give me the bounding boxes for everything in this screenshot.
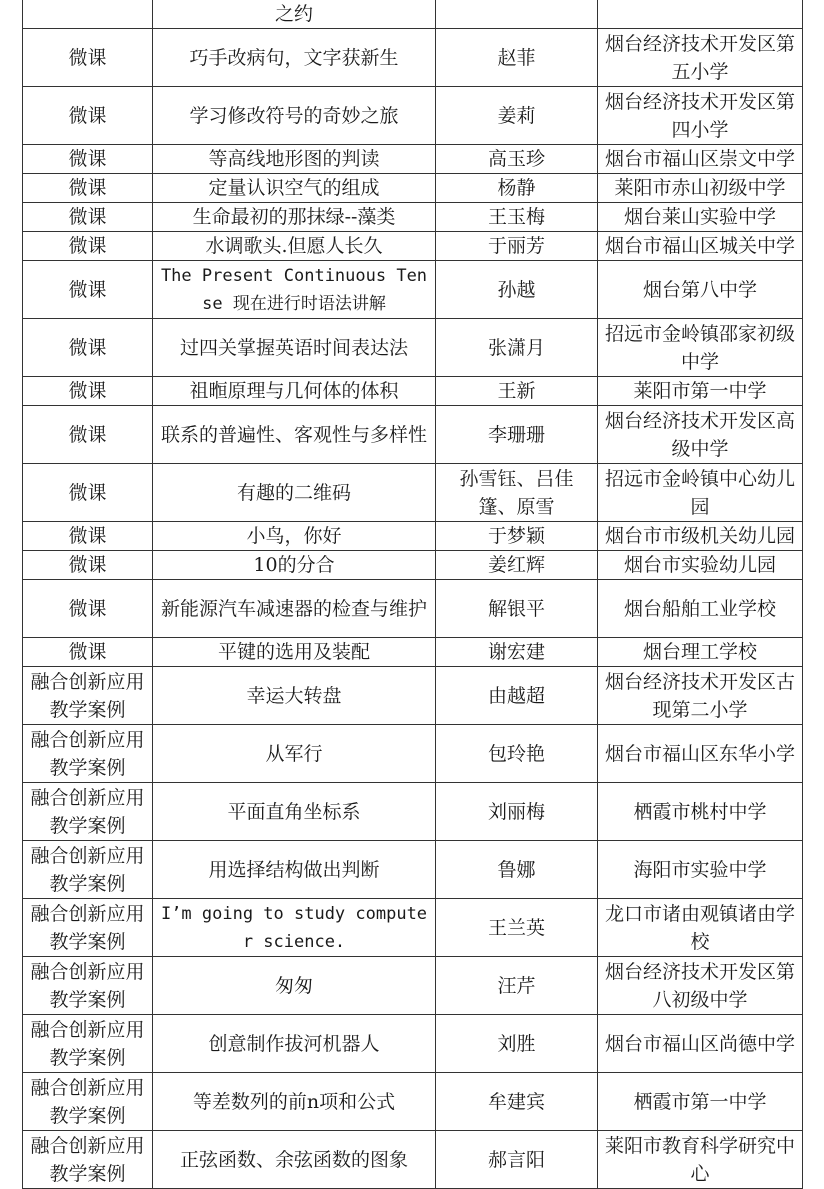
author-cell: 王兰英	[436, 899, 598, 957]
category-cell: 微课	[23, 145, 153, 174]
school-cell: 栖霞市第一中学	[598, 1073, 803, 1131]
award-table	[22, 0, 803, 1189]
category-cell: 微课	[23, 203, 153, 232]
title-cell: 过四关掌握英语时间表达法	[153, 319, 436, 377]
table-row	[23, 232, 803, 261]
table-row	[23, 1131, 803, 1189]
title-cell: 有趣的二维码	[153, 464, 436, 522]
category-cell: 微课	[23, 261, 153, 319]
category-cell: 微课	[23, 319, 153, 377]
author-cell: 汪芹	[436, 957, 598, 1015]
category-cell: 融合创新应用教学案例	[23, 1073, 153, 1131]
author-cell: 张潇月	[436, 319, 598, 377]
author-cell: 赵菲	[436, 29, 598, 87]
school-cell: 烟台经济技术开发区第四小学	[598, 87, 803, 145]
category-cell: 微课	[23, 87, 153, 145]
school-cell	[598, 0, 803, 29]
category-cell: 融合创新应用教学案例	[23, 957, 153, 1015]
school-cell: 栖霞市桃村中学	[598, 783, 803, 841]
table-row	[23, 899, 803, 957]
school-cell: 烟台市福山区崇文中学	[598, 145, 803, 174]
title-cell: 等差数列的前n项和公式	[153, 1073, 436, 1131]
category-cell: 微课	[23, 406, 153, 464]
category-cell: 微课	[23, 580, 153, 638]
table-row	[23, 667, 803, 725]
table-row	[23, 464, 803, 522]
school-cell: 烟台经济技术开发区古现第二小学	[598, 667, 803, 725]
table-row	[23, 957, 803, 1015]
table-row	[23, 580, 803, 638]
title-cell: I’m going to study computer science.	[153, 899, 436, 957]
author-cell: 牟建宾	[436, 1073, 598, 1131]
title-cell: 学习修改符号的奇妙之旅	[153, 87, 436, 145]
table-row	[23, 783, 803, 841]
author-cell: 王玉梅	[436, 203, 598, 232]
school-cell: 招远市金岭镇邵家初级中学	[598, 319, 803, 377]
title-cell: 10的分合	[153, 551, 436, 580]
school-cell: 烟台经济技术开发区第五小学	[598, 29, 803, 87]
category-cell: 微课	[23, 638, 153, 667]
title-cell: The Present Continuous Tense 现在进行时语法讲解	[153, 261, 436, 319]
school-cell: 莱阳市赤山初级中学	[598, 174, 803, 203]
school-cell: 烟台经济技术开发区第八初级中学	[598, 957, 803, 1015]
table-row	[23, 725, 803, 783]
title-cell: 等高线地形图的判读	[153, 145, 436, 174]
title-cell: 幸运大转盘	[153, 667, 436, 725]
title-cell: 水调歌头.但愿人长久	[153, 232, 436, 261]
category-cell: 微课	[23, 377, 153, 406]
author-cell: 高玉珍	[436, 145, 598, 174]
table-row	[23, 261, 803, 319]
category-cell	[23, 0, 153, 29]
title-cell: 生命最初的那抹绿--藻类	[153, 203, 436, 232]
table-row	[23, 203, 803, 232]
award-list-sheet	[22, 0, 802, 1189]
table-row	[23, 174, 803, 203]
title-cell: 之约	[153, 0, 436, 29]
table-row	[23, 319, 803, 377]
title-cell: 创意制作拔河机器人	[153, 1015, 436, 1073]
author-cell: 由越超	[436, 667, 598, 725]
title-cell: 定量认识空气的组成	[153, 174, 436, 203]
author-cell: 姜红辉	[436, 551, 598, 580]
school-cell: 烟台市福山区城关中学	[598, 232, 803, 261]
school-cell: 烟台市市级机关幼儿园	[598, 522, 803, 551]
table-row	[23, 522, 803, 551]
category-cell: 微课	[23, 522, 153, 551]
table-row	[23, 841, 803, 899]
author-cell	[436, 0, 598, 29]
title-cell: 祖暅原理与几何体的体积	[153, 377, 436, 406]
title-cell: 巧手改病句，文字获新生	[153, 29, 436, 87]
school-cell: 烟台莱山实验中学	[598, 203, 803, 232]
category-cell: 融合创新应用教学案例	[23, 899, 153, 957]
author-cell: 王新	[436, 377, 598, 406]
title-cell: 匆匆	[153, 957, 436, 1015]
author-cell: 孙雪钰、吕佳篷、原雪	[436, 464, 598, 522]
title-cell: 正弦函数、余弦函数的图象	[153, 1131, 436, 1189]
school-cell: 烟台市福山区尚德中学	[598, 1015, 803, 1073]
school-cell: 烟台经济技术开发区高级中学	[598, 406, 803, 464]
author-cell: 刘丽梅	[436, 783, 598, 841]
category-cell: 融合创新应用教学案例	[23, 667, 153, 725]
table-row	[23, 145, 803, 174]
author-cell: 包玲艳	[436, 725, 598, 783]
award-table-body	[23, 0, 803, 1189]
title-cell: 用选择结构做出判断	[153, 841, 436, 899]
author-cell: 姜莉	[436, 87, 598, 145]
category-cell: 融合创新应用教学案例	[23, 725, 153, 783]
school-cell: 龙口市诸由观镇诸由学校	[598, 899, 803, 957]
author-cell: 杨静	[436, 174, 598, 203]
table-row	[23, 87, 803, 145]
table-row	[23, 406, 803, 464]
category-cell: 融合创新应用教学案例	[23, 1131, 153, 1189]
school-cell: 烟台市实验幼儿园	[598, 551, 803, 580]
category-cell: 微课	[23, 174, 153, 203]
table-row	[23, 377, 803, 406]
title-cell: 平面直角坐标系	[153, 783, 436, 841]
school-cell: 烟台第八中学	[598, 261, 803, 319]
category-cell: 融合创新应用教学案例	[23, 783, 153, 841]
author-cell: 李珊珊	[436, 406, 598, 464]
school-cell: 烟台船舶工业学校	[598, 580, 803, 638]
table-row	[23, 551, 803, 580]
category-cell: 微课	[23, 464, 153, 522]
author-cell: 孙越	[436, 261, 598, 319]
author-cell: 郝言阳	[436, 1131, 598, 1189]
title-cell: 平键的选用及装配	[153, 638, 436, 667]
table-row	[23, 638, 803, 667]
school-cell: 莱阳市第一中学	[598, 377, 803, 406]
category-cell: 微课	[23, 29, 153, 87]
school-cell: 海阳市实验中学	[598, 841, 803, 899]
author-cell: 刘胜	[436, 1015, 598, 1073]
table-row	[23, 1073, 803, 1131]
category-cell: 微课	[23, 551, 153, 580]
category-cell: 微课	[23, 232, 153, 261]
author-cell: 谢宏建	[436, 638, 598, 667]
school-cell: 烟台市福山区东华小学	[598, 725, 803, 783]
category-cell: 融合创新应用教学案例	[23, 841, 153, 899]
title-cell: 小鸟，你好	[153, 522, 436, 551]
title-cell: 联系的普遍性、客观性与多样性	[153, 406, 436, 464]
table-row	[23, 29, 803, 87]
school-cell: 莱阳市教育科学研究中心	[598, 1131, 803, 1189]
table-row	[23, 0, 803, 29]
category-cell: 融合创新应用教学案例	[23, 1015, 153, 1073]
author-cell: 于梦颖	[436, 522, 598, 551]
school-cell: 烟台理工学校	[598, 638, 803, 667]
author-cell: 于丽芳	[436, 232, 598, 261]
table-row	[23, 1015, 803, 1073]
author-cell: 解银平	[436, 580, 598, 638]
title-cell: 从军行	[153, 725, 436, 783]
author-cell: 鲁娜	[436, 841, 598, 899]
title-cell: 新能源汽车减速器的检查与维护	[153, 580, 436, 638]
school-cell: 招远市金岭镇中心幼儿园	[598, 464, 803, 522]
